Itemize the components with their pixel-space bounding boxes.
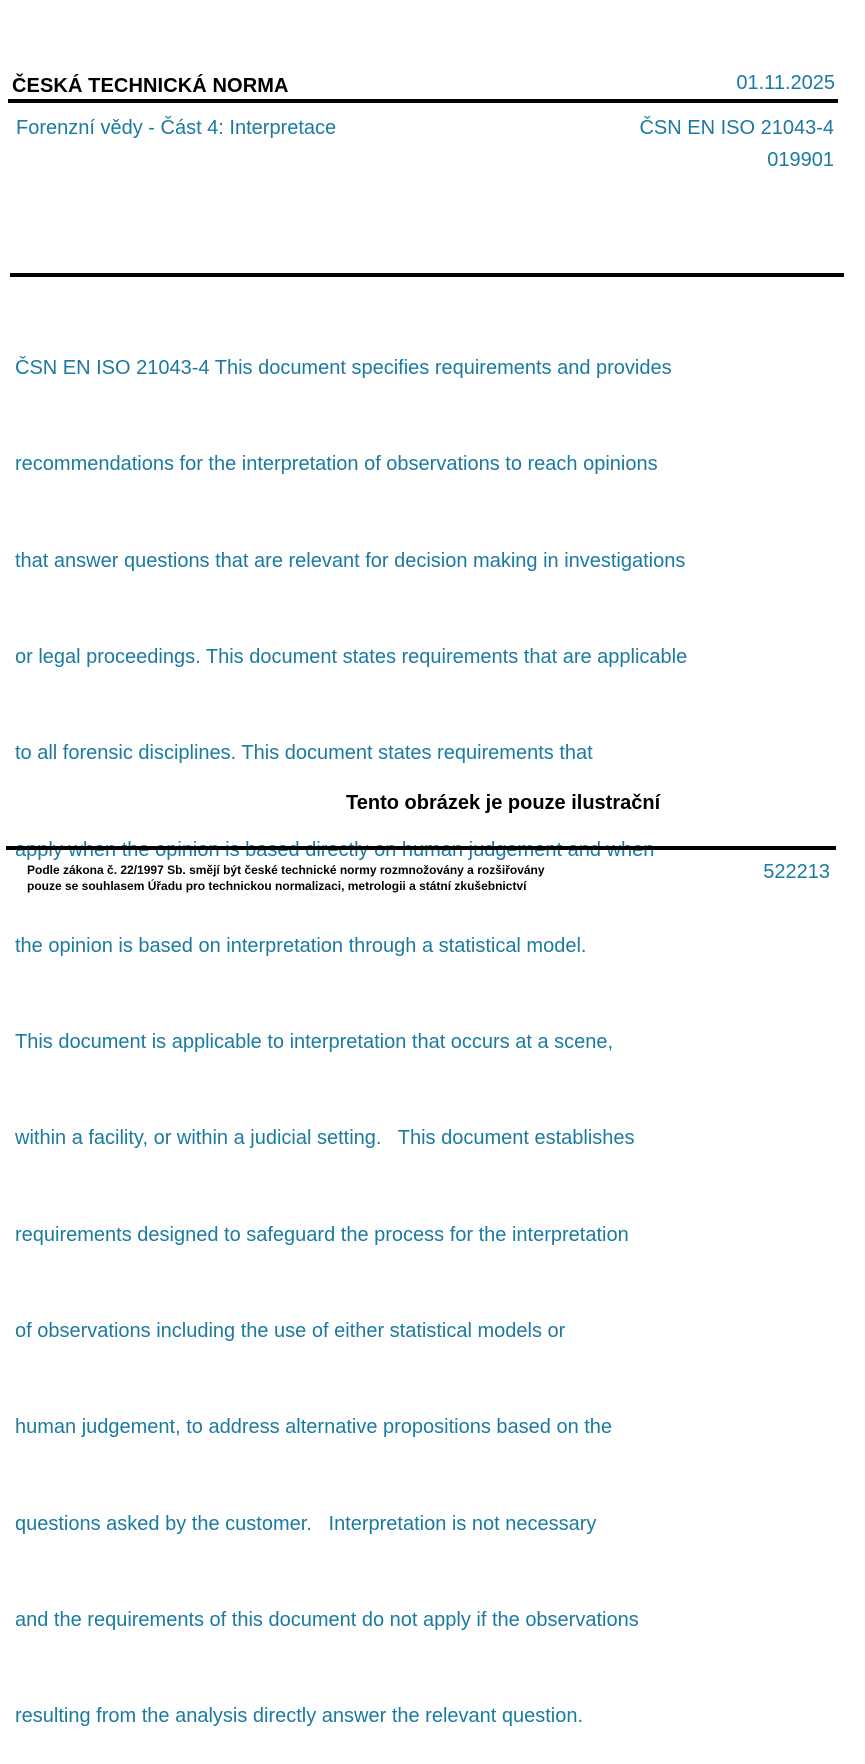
abstract-line: to all forensic disciplines. This document states requirements that — [15, 742, 593, 765]
legal-notice-line: Podle zákona č. 22/1997 Sb. smějí být české technické normy rozmnožovány a rozšiřovány — [27, 863, 545, 877]
footer-divider — [6, 846, 836, 850]
standard-subtitle: Forenzní vědy - Část 4: Interpretace — [16, 117, 337, 139]
legal-notice — [27, 862, 545, 894]
standard-class-code: 019901 — [767, 149, 834, 171]
illustration-note: Tento obrázek je pouze ilustrační — [346, 792, 661, 814]
abstract-line: the opinion is based on interpretation through a statistical model. — [15, 934, 587, 957]
abstract-line: resulting from the analysis directly answer the relevant question. — [15, 1705, 584, 1728]
abstract-line: and the requirements of this document do not apply if the observations — [15, 1608, 639, 1631]
abstract-line: This document is applicable to interpretation that occurs at a scene, — [15, 1031, 614, 1054]
abstract-line: or legal proceedings. This document states requirements that are applicable — [15, 646, 688, 669]
abstract-line: questions asked by the customer. Interpretation is not necessary — [15, 1512, 597, 1535]
abstract-line: within a facility, or within a judicial setting. This document establishes — [15, 1127, 635, 1150]
abstract-line: human judgement, to address alternative propositions based on the — [15, 1416, 613, 1439]
abstract-line: of observations including the use of either statistical models or — [15, 1320, 566, 1342]
header-divider — [8, 99, 838, 103]
abstract-text — [15, 288, 755, 1764]
section-divider — [10, 273, 844, 277]
abstract-line: recommendations for the interpretation of observations to reach opinions — [15, 453, 658, 476]
legal-notice-line: pouze se souhlasem Úřadu pro technickou normalizaci, metrologii a státní zkušebnictví — [27, 879, 527, 893]
issue-date: 01.11.2025 — [736, 72, 835, 94]
page-title: ČESKÁ TECHNICKÁ NORMA — [12, 75, 289, 97]
standard-id: ČSN EN ISO 21043-4 — [639, 117, 834, 139]
abstract-line: that answer questions that are relevant for decision making in investigations — [15, 549, 686, 572]
abstract-line: requirements designed to safeguard the process for the interpretation — [15, 1223, 629, 1246]
abstract-line: ČSN EN ISO 21043-4 This document specifies requirements and provides — [15, 357, 672, 380]
document-number: 522213 — [763, 861, 830, 883]
